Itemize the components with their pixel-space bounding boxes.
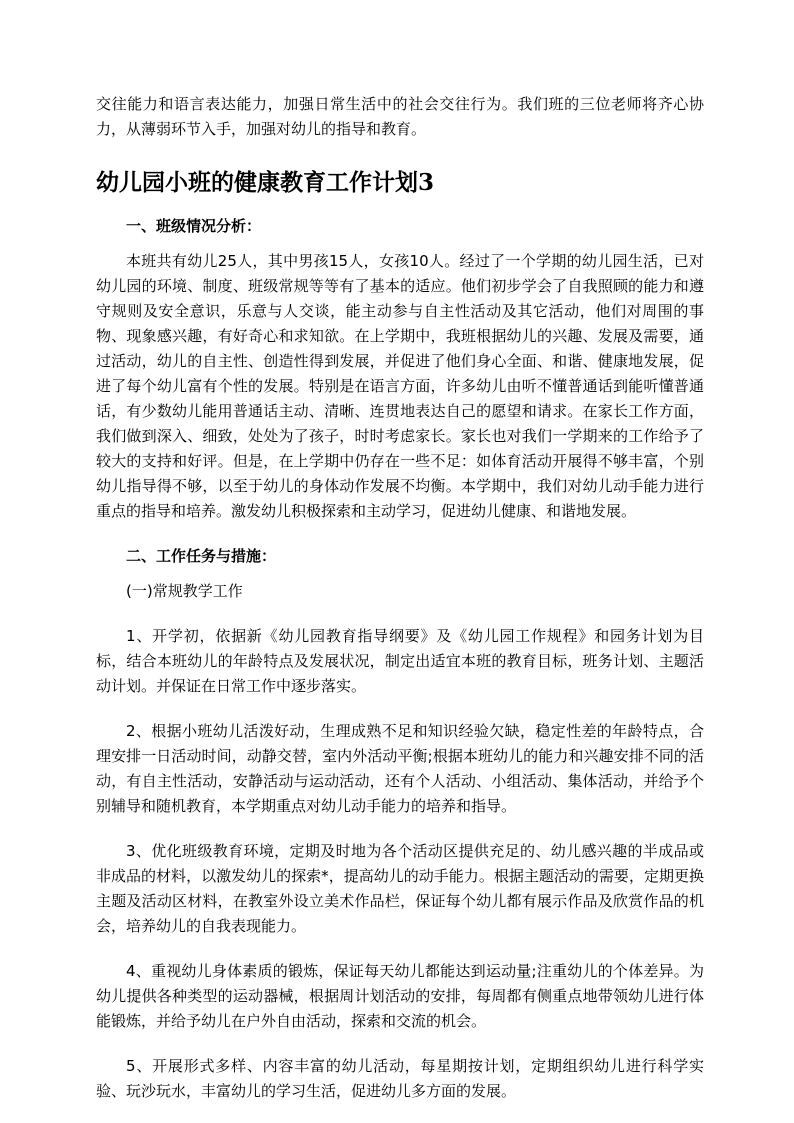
- task-item-3: 3、优化班级教育环境，定期及时地为各个活动区提供充足的、幼儿感兴趣的半成品或非成品的材料，以激发幼儿的探索*，提高幼儿的动手能力。根据主题活动的需要，定期更换主题及活动区材料，在教室外设立美术作品栏，保证每个幼儿都有展示作品及欣赏作品的机会，培养幼儿的自我表现能力。: [96, 842, 704, 935]
- section-heading-class-analysis: 一、班级情况分析：: [126, 217, 262, 235]
- page-title: 幼儿园小班的健康教育工作计划3: [96, 169, 435, 196]
- class-analysis-paragraph: 本班共有幼儿25人，其中男孩15人，女孩10人。经过了一个学期的幼儿园生活，已对幼儿园的环境、制度、班级常规等等有了基本的适应。他们初步学会了自我照顾的能力和遵守规则及安全意识，乐意与人交谈，能主动参与自主性活动及其它活动，他们对周围的事物、现象感兴趣，有好奇心和求知欲。在上学期中，我班根据幼儿的兴趣、发展及需要，通过活动，幼儿的自主性、创造性得到发展，并促进了他们身心全面、和谐、健康地发展，促进了每个幼儿富有个性的发展。特别是在语言方面，许多幼儿由听不懂普通话到能听懂普通话，有少数幼儿能用普通话主动、清晰、连贯地表达自己的愿望和请求。在家长工作方面，我们做到深入、细致，处处为了孩子，时时考虑家长。家长也对我们一学期来的工作给予了较大的支持和好评。但是，在上学期中仍存在一些不足：如体育活动开展得不够丰富，个别幼儿指导得不够，以至于幼儿的身体动作发展不均衡。本学期中，我们对幼儿动手能力进行重点的指导和培养。激发幼儿积极探索和主动学习，促进幼儿健康、和谐地发展。: [96, 252, 704, 520]
- section-heading-tasks-measures: 二、工作任务与措施：: [126, 547, 277, 565]
- task-item-4: 4、重视幼儿身体素质的锻炼，保证每天幼儿都能达到运动量;注重幼儿的个体差异。为幼儿提供各种类型的运动器械，根据周计划活动的安排，每周都有侧重点地带领幼儿进行体能锻炼，并给予幼儿在户外自由活动，探索和交流的机会。: [96, 962, 704, 1030]
- task-item-2: 2、根据小班幼儿活泼好动，生理成熟不足和知识经验欠缺，稳定性差的年龄特点，合理安排一日活动时间，动静交替，室内外活动平衡;根据本班幼儿的能力和兴趣安排不同的活动，有自主性活动，安静活动与运动活动，还有个人活动、小组活动、集体活动，并给予个别辅导和随机教育，本学期重点对幼儿动手能力的培养和指导。: [96, 722, 704, 815]
- task-item-1: 1、开学初，依据新《幼儿园教育指导纲要》及《幼儿园工作规程》和园务计划为目标，结合本班幼儿的年龄特点及发展状况，制定出适宜本班的教育目标，班务计划、主题活动计划。并保证在日常工作中逐步落实。: [96, 627, 704, 695]
- task-item-5: 5、开展形式多样、内容丰富的幼儿活动，每星期按计划，定期组织幼儿进行科学实验、玩沙玩水，丰富幼儿的学习生活，促进幼儿多方面的发展。: [96, 1057, 704, 1100]
- document-page: [96, 92, 704, 1104]
- intro-paragraph: 交往能力和语言表达能力，加强日常生活中的社会交往行为。我们班的三位老师将齐心协力，从薄弱环节入手，加强对幼儿的指导和教育。: [96, 95, 704, 138]
- subsection-heading-routine-teaching: (一)常规教学工作: [126, 582, 243, 600]
